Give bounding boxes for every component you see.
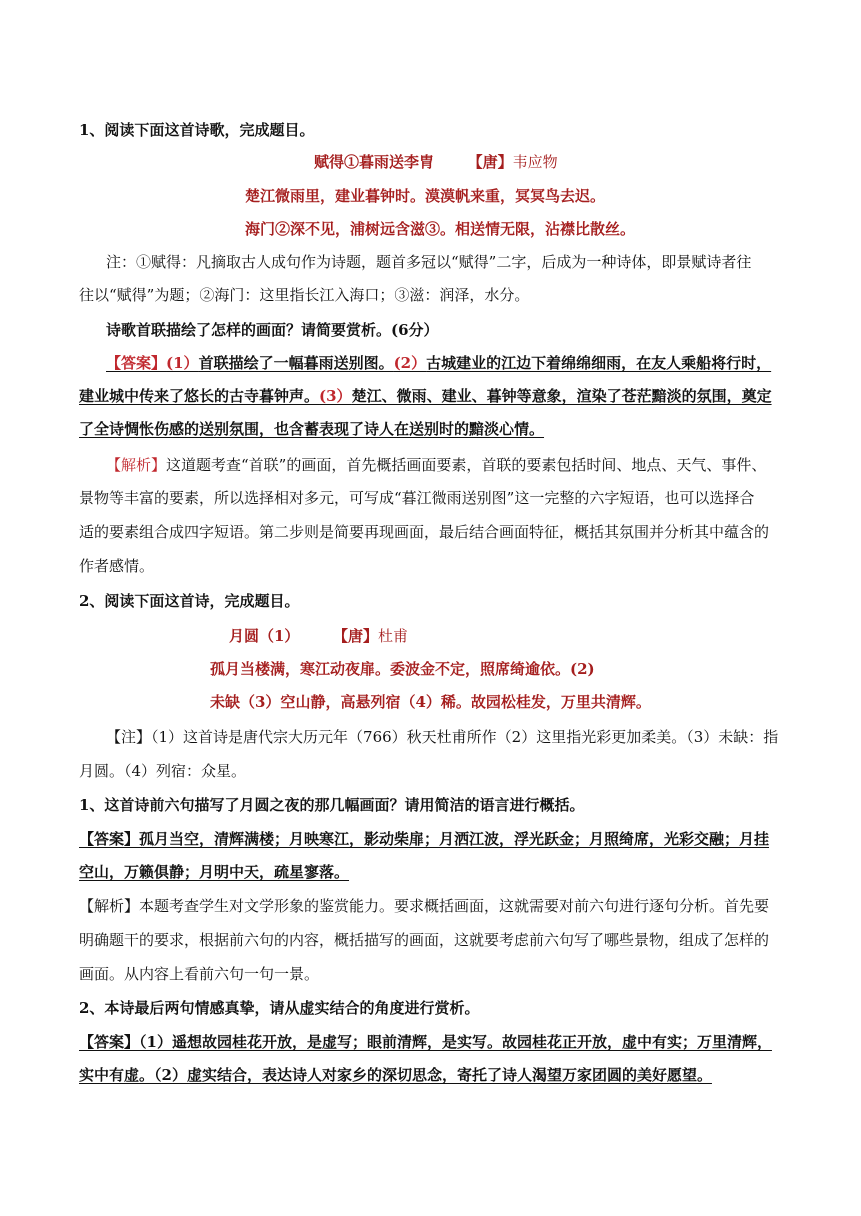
- q1-answer-line-2: [79, 386, 772, 406]
- q2-sub1-analysis-line-3: 画面。从内容上看前六句一句一景。: [79, 965, 320, 983]
- q1-answer-line-3: 了全诗惆怅伤感的送别氛围，也含蓄表现了诗人在送别时的黯淡心情。: [79, 420, 545, 438]
- q2-header: 2、阅读下面这首诗，完成题目。: [79, 592, 300, 610]
- q2-sub1-analysis-line-1: 【解析】本题考查学生对文学形象的鉴赏能力。要求概括画面，这就需要对前六句进行逐句分析。首先要: [79, 897, 770, 915]
- q1-poem-author: 韦应物: [512, 153, 558, 171]
- q1-analysis-tag: 【解析】: [106, 456, 167, 474]
- q1-poem-line-1: 楚江微雨里，建业暮钟时。漠漠帆来重，冥冥鸟去迟。: [245, 187, 606, 205]
- q2-poem-title-line: [229, 626, 408, 646]
- q1-answer-num-1: (1）: [166, 354, 199, 372]
- q1-answer-text-4: 楚江、微雨、建业、暮钟等意象，渲染了苍茫黯淡的氛围，奠定: [351, 387, 772, 405]
- q1-analysis-text-1: 这道题考查“首联”的画面，首先概括画面要素，首联的要素包括时间、地点、天气、事件、: [166, 456, 767, 474]
- q2-sub2-answer-line-2: 实中有虚。（2）虚实结合，表达诗人对家乡的深切思念，寄托了诗人渴望万家团圆的美好愿望。: [79, 1066, 712, 1084]
- q1-answer-num-2: (2）: [393, 354, 427, 372]
- q2-poem-author-tag: 【唐】: [333, 627, 379, 645]
- q1-poem-title: 赋得①暮雨送李胄: [314, 153, 435, 171]
- q2-sub1-answer-line-1: 【答案】孤月当空，清辉满楼；月映寒江，影动柴扉；月洒江波，浮光跃金；月照绮席，光彩交融；月挂: [79, 830, 770, 848]
- q1-answer-text-2: 古城建业的江边下着绵绵细雨，在友人乘船将行时，: [426, 354, 772, 372]
- q1-note-line-1: 注：①赋得：凡摘取古人成句作为诗题，题首多冠以“赋得”二字，后成为一种诗体，即景赋诗者往: [106, 253, 752, 271]
- q2-sub1-answer-line-2: 空山，万籁俱静；月明中天，疏星寥落。: [79, 863, 350, 881]
- q1-question: 诗歌首联描绘了怎样的画面？请简要赏析。(6分）: [106, 321, 439, 339]
- q1-answer-line-1: [106, 353, 771, 373]
- q1-answer-text-3: 建业城中传来了悠长的古寺暮钟声。: [79, 387, 320, 405]
- q1-answer-text-1: 首联描绘了一幅暮雨送别图。: [198, 354, 394, 372]
- q1-poem-line-2: 海门②深不见，浦树远含滋③。相送情无限，沾襟比散丝。: [245, 220, 636, 238]
- q1-analysis-line-3: 适的要素组合成四字短语。第二步则是简要再现画面，最后结合画面特征，概括其氛围并分析其中蕴含的: [79, 523, 770, 541]
- q2-note-line-2: 月圆。（4）列宿：众星。: [79, 762, 247, 780]
- q2-note-line-1: 【注】（1）这首诗是唐代宗大历元年（766）秋天杜甫所作（2）这里指光彩更加柔美。（3）未缺：指: [106, 728, 779, 746]
- q2-poem-author: 杜甫: [378, 627, 409, 645]
- q1-analysis-line-4: 作者感情。: [79, 557, 155, 575]
- q2-sub2-question: 2、本诗最后两句情感真挚，请从虚实结合的角度进行赏析。: [79, 999, 480, 1017]
- q2-sub1-analysis-line-2: 明确题干的要求，根据前六句的内容，概括描写的画面，这就要考虑前六句写了哪些景物，组成了怎样的: [79, 931, 770, 949]
- q1-poem-author-tag: 【唐】: [467, 153, 513, 171]
- q2-sub2-answer-line-1: 【答案】（1）遥想故园桂花开放，是虚写；眼前清辉，是实写。故园桂花正开放，虚中有实；万里清辉，: [79, 1033, 772, 1051]
- q1-header: 1、阅读下面这首诗歌，完成题目。: [79, 121, 315, 139]
- q1-analysis-line-1: [106, 455, 766, 475]
- q2-poem-line-1: 孤月当楼满，寒江动夜扉。委波金不定，照席绮逾依。(2): [210, 660, 595, 678]
- q2-poem-line-2: 未缺（3）空山静，高悬列宿（4）稀。故园松桂发，万里共清辉。: [210, 693, 651, 711]
- q2-poem-title: 月圆（1）: [229, 627, 300, 645]
- q1-analysis-line-2: 景物等丰富的要素，所以选择相对多元，可写成“暮江微雨送别图”这一完整的六字短语，也可以选择合: [79, 489, 755, 507]
- q1-answer-tag: 【答案】: [106, 354, 167, 372]
- q1-answer-num-3: (3）: [319, 387, 352, 405]
- q2-sub1-question: 1、这首诗前六句描写了月圆之夜的那几幅画面？请用简洁的语言进行概括。: [79, 796, 585, 814]
- q1-note-line-2: 往以“赋得”为题；②海门：这里指长江入海口；③滋：润泽，水分。: [79, 286, 530, 304]
- q1-poem-title-line: [314, 152, 558, 172]
